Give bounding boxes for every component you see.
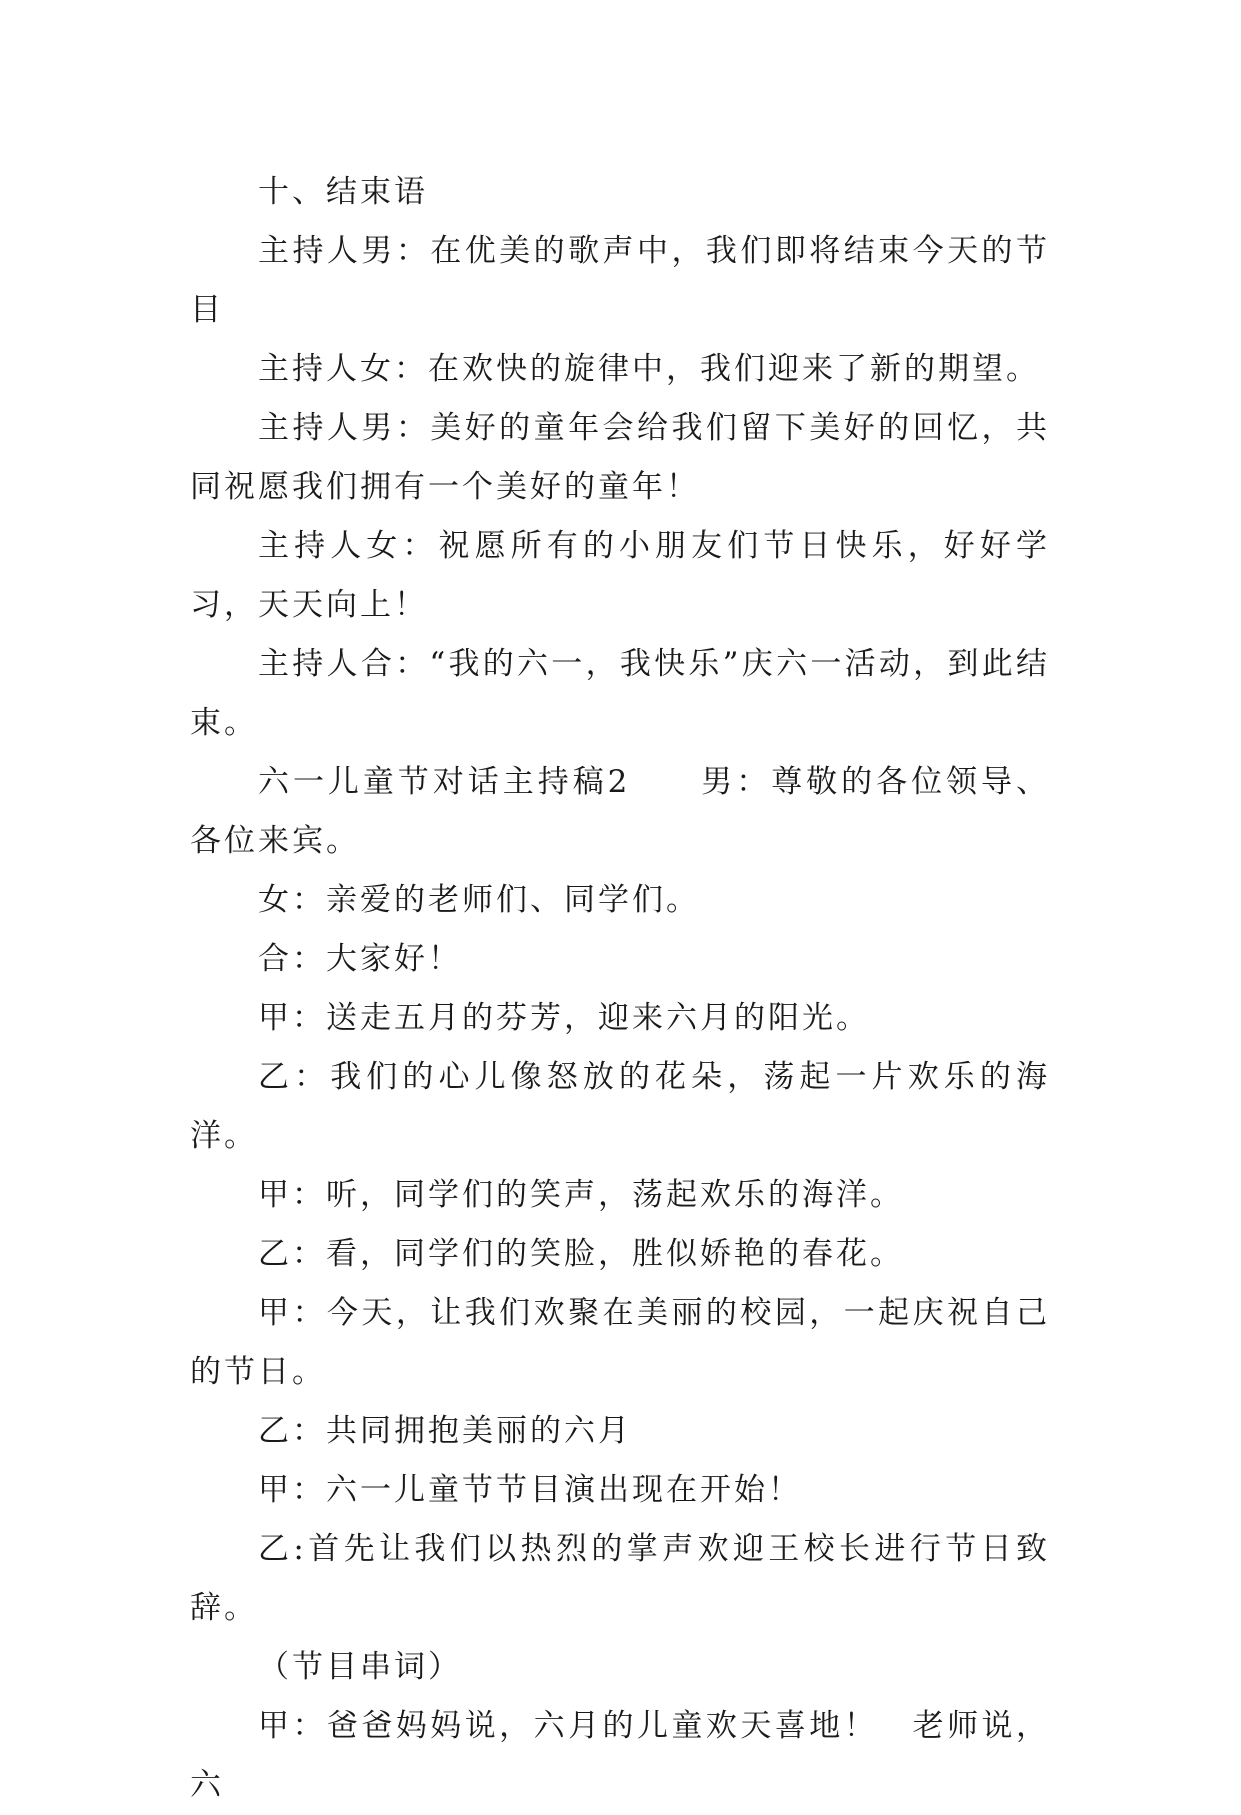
paragraph: 乙：我们的心儿像怒放的花朵，荡起一片欢乐的海洋。	[190, 1059, 1050, 1154]
paragraph: 女：亲爱的老师们、同学们。	[258, 882, 700, 918]
paragraph: 甲：送走五月的芬芳，迎来六月的阳光。	[258, 1000, 870, 1036]
paragraph: 乙：共同拥抱美丽的六月	[258, 1413, 632, 1449]
paragraph: 甲：听，同学们的笑声，荡起欢乐的海洋。	[258, 1177, 904, 1213]
paragraph: 乙:首先让我们以热烈的掌声欢迎王校长进行节日致辞。	[190, 1531, 1050, 1626]
document-body	[190, 163, 1050, 1815]
paragraph: 乙：看，同学们的笑脸，胜似娇艳的春花。	[258, 1236, 904, 1272]
paragraph: 甲：爸爸妈妈说，六月的儿童欢天喜地！ 老师说，六	[190, 1708, 1050, 1803]
paragraph: 主持人男：美好的童年会给我们留下美好的回忆，共同祝愿我们拥有一个美好的童年！	[190, 410, 1050, 505]
paragraph: 甲：今天，让我们欢聚在美丽的校园，一起庆祝自己的节日。	[190, 1295, 1050, 1390]
paragraph: （节目串词）	[258, 1649, 462, 1685]
paragraph: 主持人女：在欢快的旋律中，我们迎来了新的期望。	[258, 351, 1040, 387]
paragraph: 主持人合：“我的六一，我快乐”庆六一活动，到此结束。	[190, 646, 1050, 741]
paragraph: 合：大家好！	[258, 941, 462, 977]
paragraph: 甲：六一儿童节节目演出现在开始！	[258, 1472, 802, 1508]
paragraph: 主持人女：祝愿所有的小朋友们节日快乐，好好学习，天天向上！	[190, 528, 1050, 623]
section-heading: 十、结束语	[258, 174, 428, 210]
paragraph: 六一儿童节对话主持稿2 男：尊敬的各位领导、各位来宾。	[190, 764, 1050, 859]
paragraph: 主持人男：在优美的歌声中，我们即将结束今天的节目	[190, 233, 1050, 328]
